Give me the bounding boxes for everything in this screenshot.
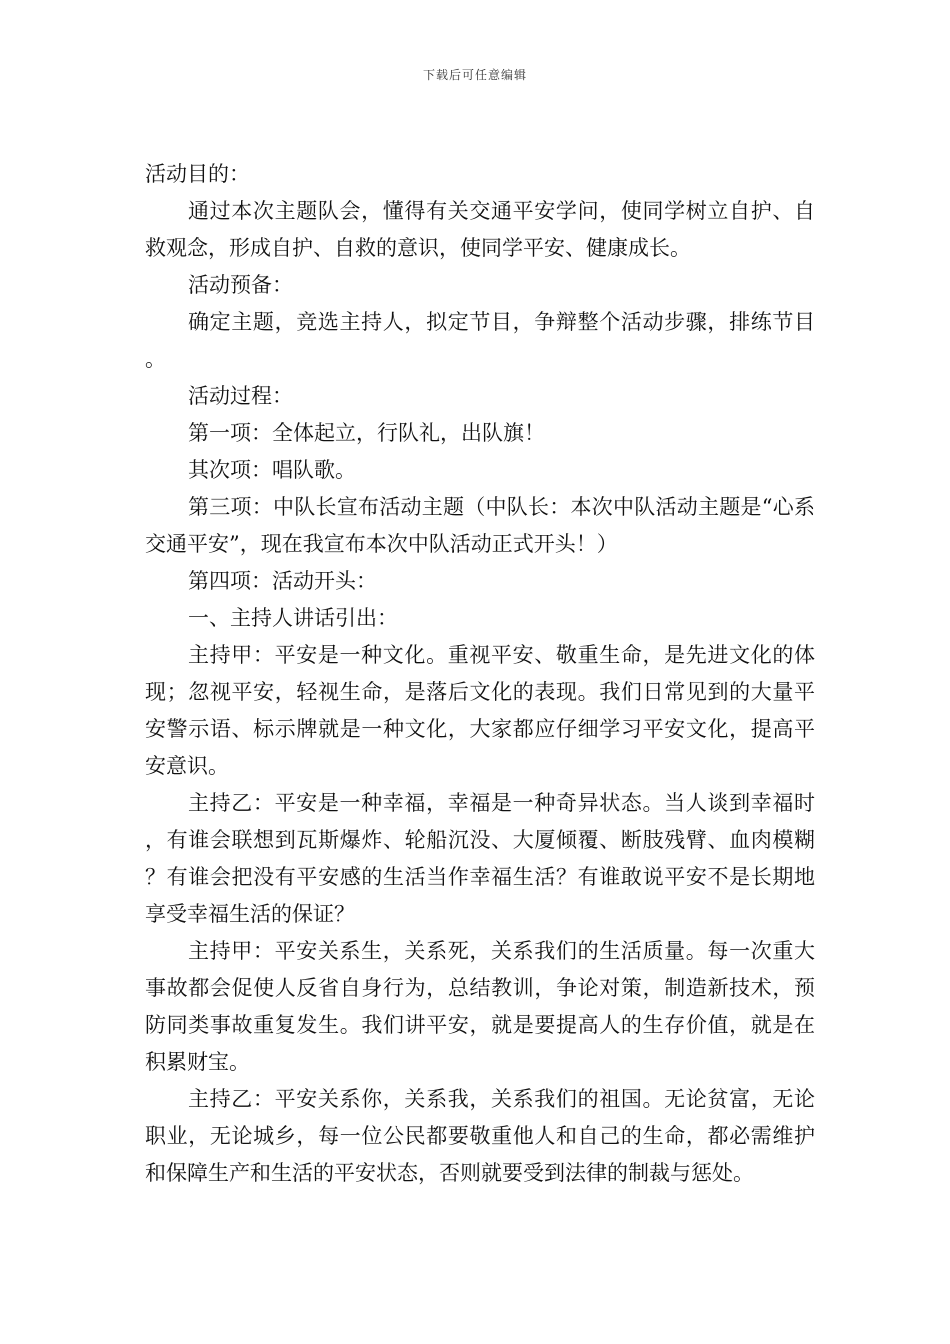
paragraph: 其次项：唱队歌。	[188, 458, 356, 482]
paragraph: 活动目的：	[145, 162, 250, 186]
paragraph: 通过本次主题队会，懂得有关交通平安学问，使同学树立自护、自救观念，形成自护、自救的意识，使同学平安、健康成长。	[145, 199, 815, 260]
paragraph: 确定主题，竞选主持人，拟定节目，争辩整个活动步骤，排练节目。	[145, 310, 815, 371]
document-body	[145, 156, 815, 1192]
paragraph: 主持甲：平安是一种文化。重视平安、敬重生命，是先进文化的体现；忽视平安，轻视生命，是落后文化的表现。我们日常见到的大量平安警示语、标示牌就是一种文化，大家都应仔细学习平安文化，提高平安意识。	[145, 643, 815, 778]
page-header-note: 下载后可任意编辑	[422, 68, 527, 82]
paragraph: 主持乙：平安关系你，关系我，关系我们的祖国。无论贫富，无论职业，无论城乡，每一位公民都要敬重他人和自己的生命，都必需维护和保障生产和生活的平安状态，否则就要受到法律的制裁与惩处。	[145, 1087, 815, 1185]
paragraph: 第四项：活动开头：	[188, 569, 377, 593]
paragraph: 第三项：中队长宣布活动主题（中队长：本次中队活动主题是“心系交通平安”，现在我宣布本次中队活动正式开头！）	[145, 495, 815, 556]
paragraph: 活动过程：	[188, 384, 293, 408]
paragraph: 活动预备：	[188, 273, 293, 297]
paragraph: 主持甲：平安关系生，关系死，关系我们的生活质量。每一次重大事故都会促使人反省自身行为，总结教训，争论对策，制造新技术，预防同类事故重复发生。我们讲平安，就是要提高人的生存价值，就是在积累财宝。	[145, 939, 815, 1074]
paragraph: 一、主持人讲话引出：	[188, 606, 398, 630]
paragraph: 第一项：全体起立，行队礼，出队旗！	[188, 421, 545, 445]
paragraph: 主持乙：平安是一种幸福，幸福是一种奇异状态。当人谈到幸福时，有谁会联想到瓦斯爆炸、轮船沉没、大厦倾覆、断肢残臂、血肉模糊？有谁会把没有平安感的生活当作幸福生活？有谁敢说平安不是长期地享受幸福生活的保证？	[145, 791, 815, 926]
